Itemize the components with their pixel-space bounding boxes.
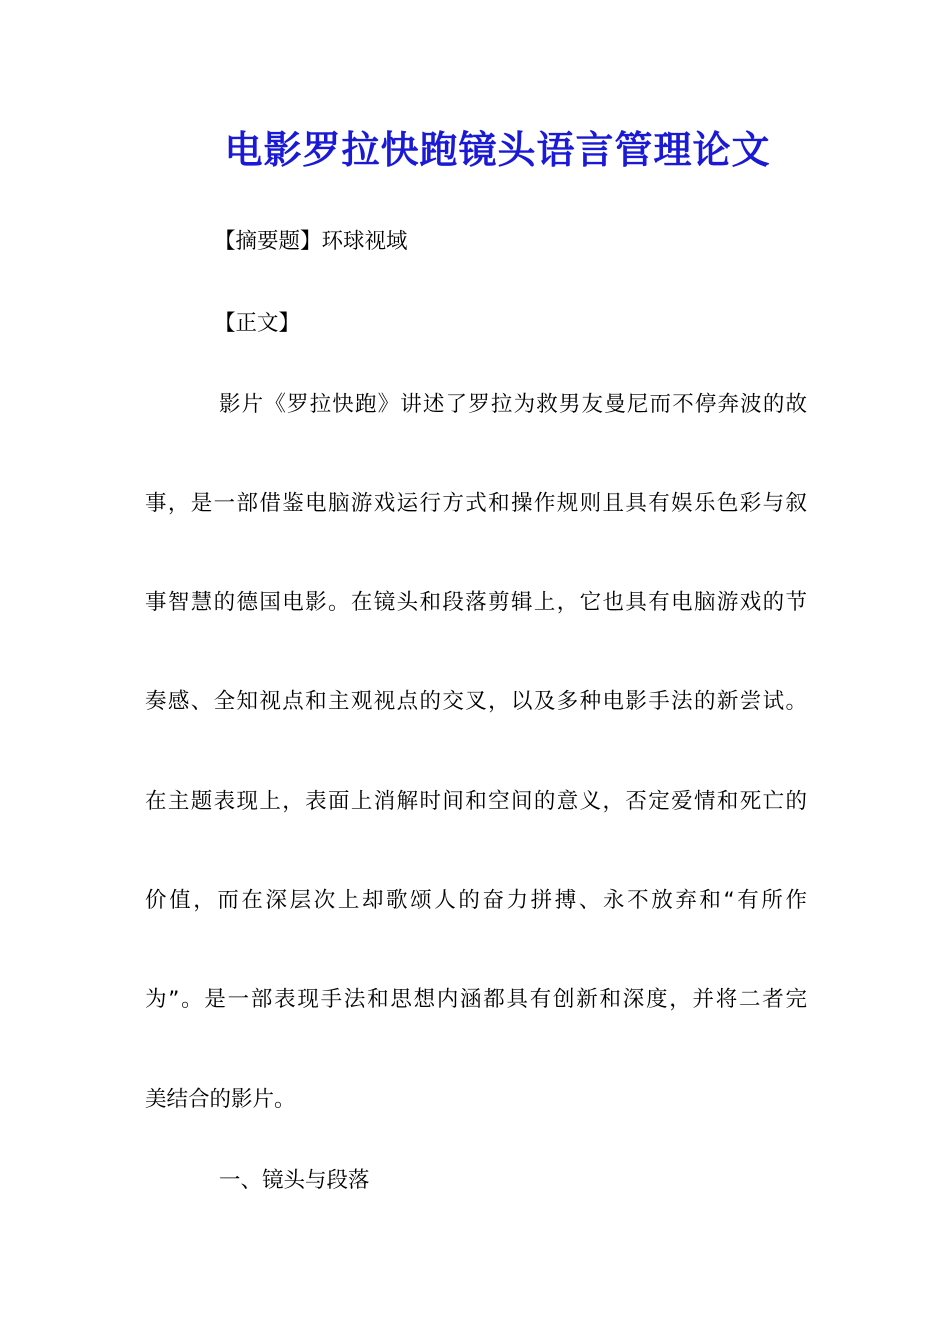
paragraph-line: 价值，而在深层次上却歌颂人的奋力拼搏、永不放弃和“有所作 [145, 888, 807, 913]
paragraph-line: 美结合的影片。 [145, 1087, 296, 1112]
document-title: 电影罗拉快跑镜头语言管理论文 [224, 127, 771, 172]
paragraph-line: 在主题表现上，表面上消解时间和空间的意义，否定爱情和死亡的 [145, 789, 807, 814]
paragraph-line: 影片《罗拉快跑》讲述了罗拉为救男友曼尼而不停奔波的故 [219, 392, 807, 417]
paragraph-line: 为”。是一部表现手法和思想内涵都具有创新和深度，并将二者完 [145, 987, 807, 1012]
paragraph-line: 事智慧的德国电影。在镜头和段落剪辑上，它也具有电脑游戏的节 [145, 590, 807, 615]
body-label: 【正文】 [214, 311, 301, 336]
paragraph-line: 奏感、全知视点和主观视点的交叉，以及多种电影手法的新尝试。 [145, 689, 807, 714]
abstract-label: 【摘要题】环球视域 [214, 229, 408, 254]
section-heading: 一、镜头与段落 [219, 1168, 370, 1193]
paragraph-line: 事，是一部借鉴电脑游戏运行方式和操作规则且具有娱乐色彩与叙 [145, 491, 807, 516]
